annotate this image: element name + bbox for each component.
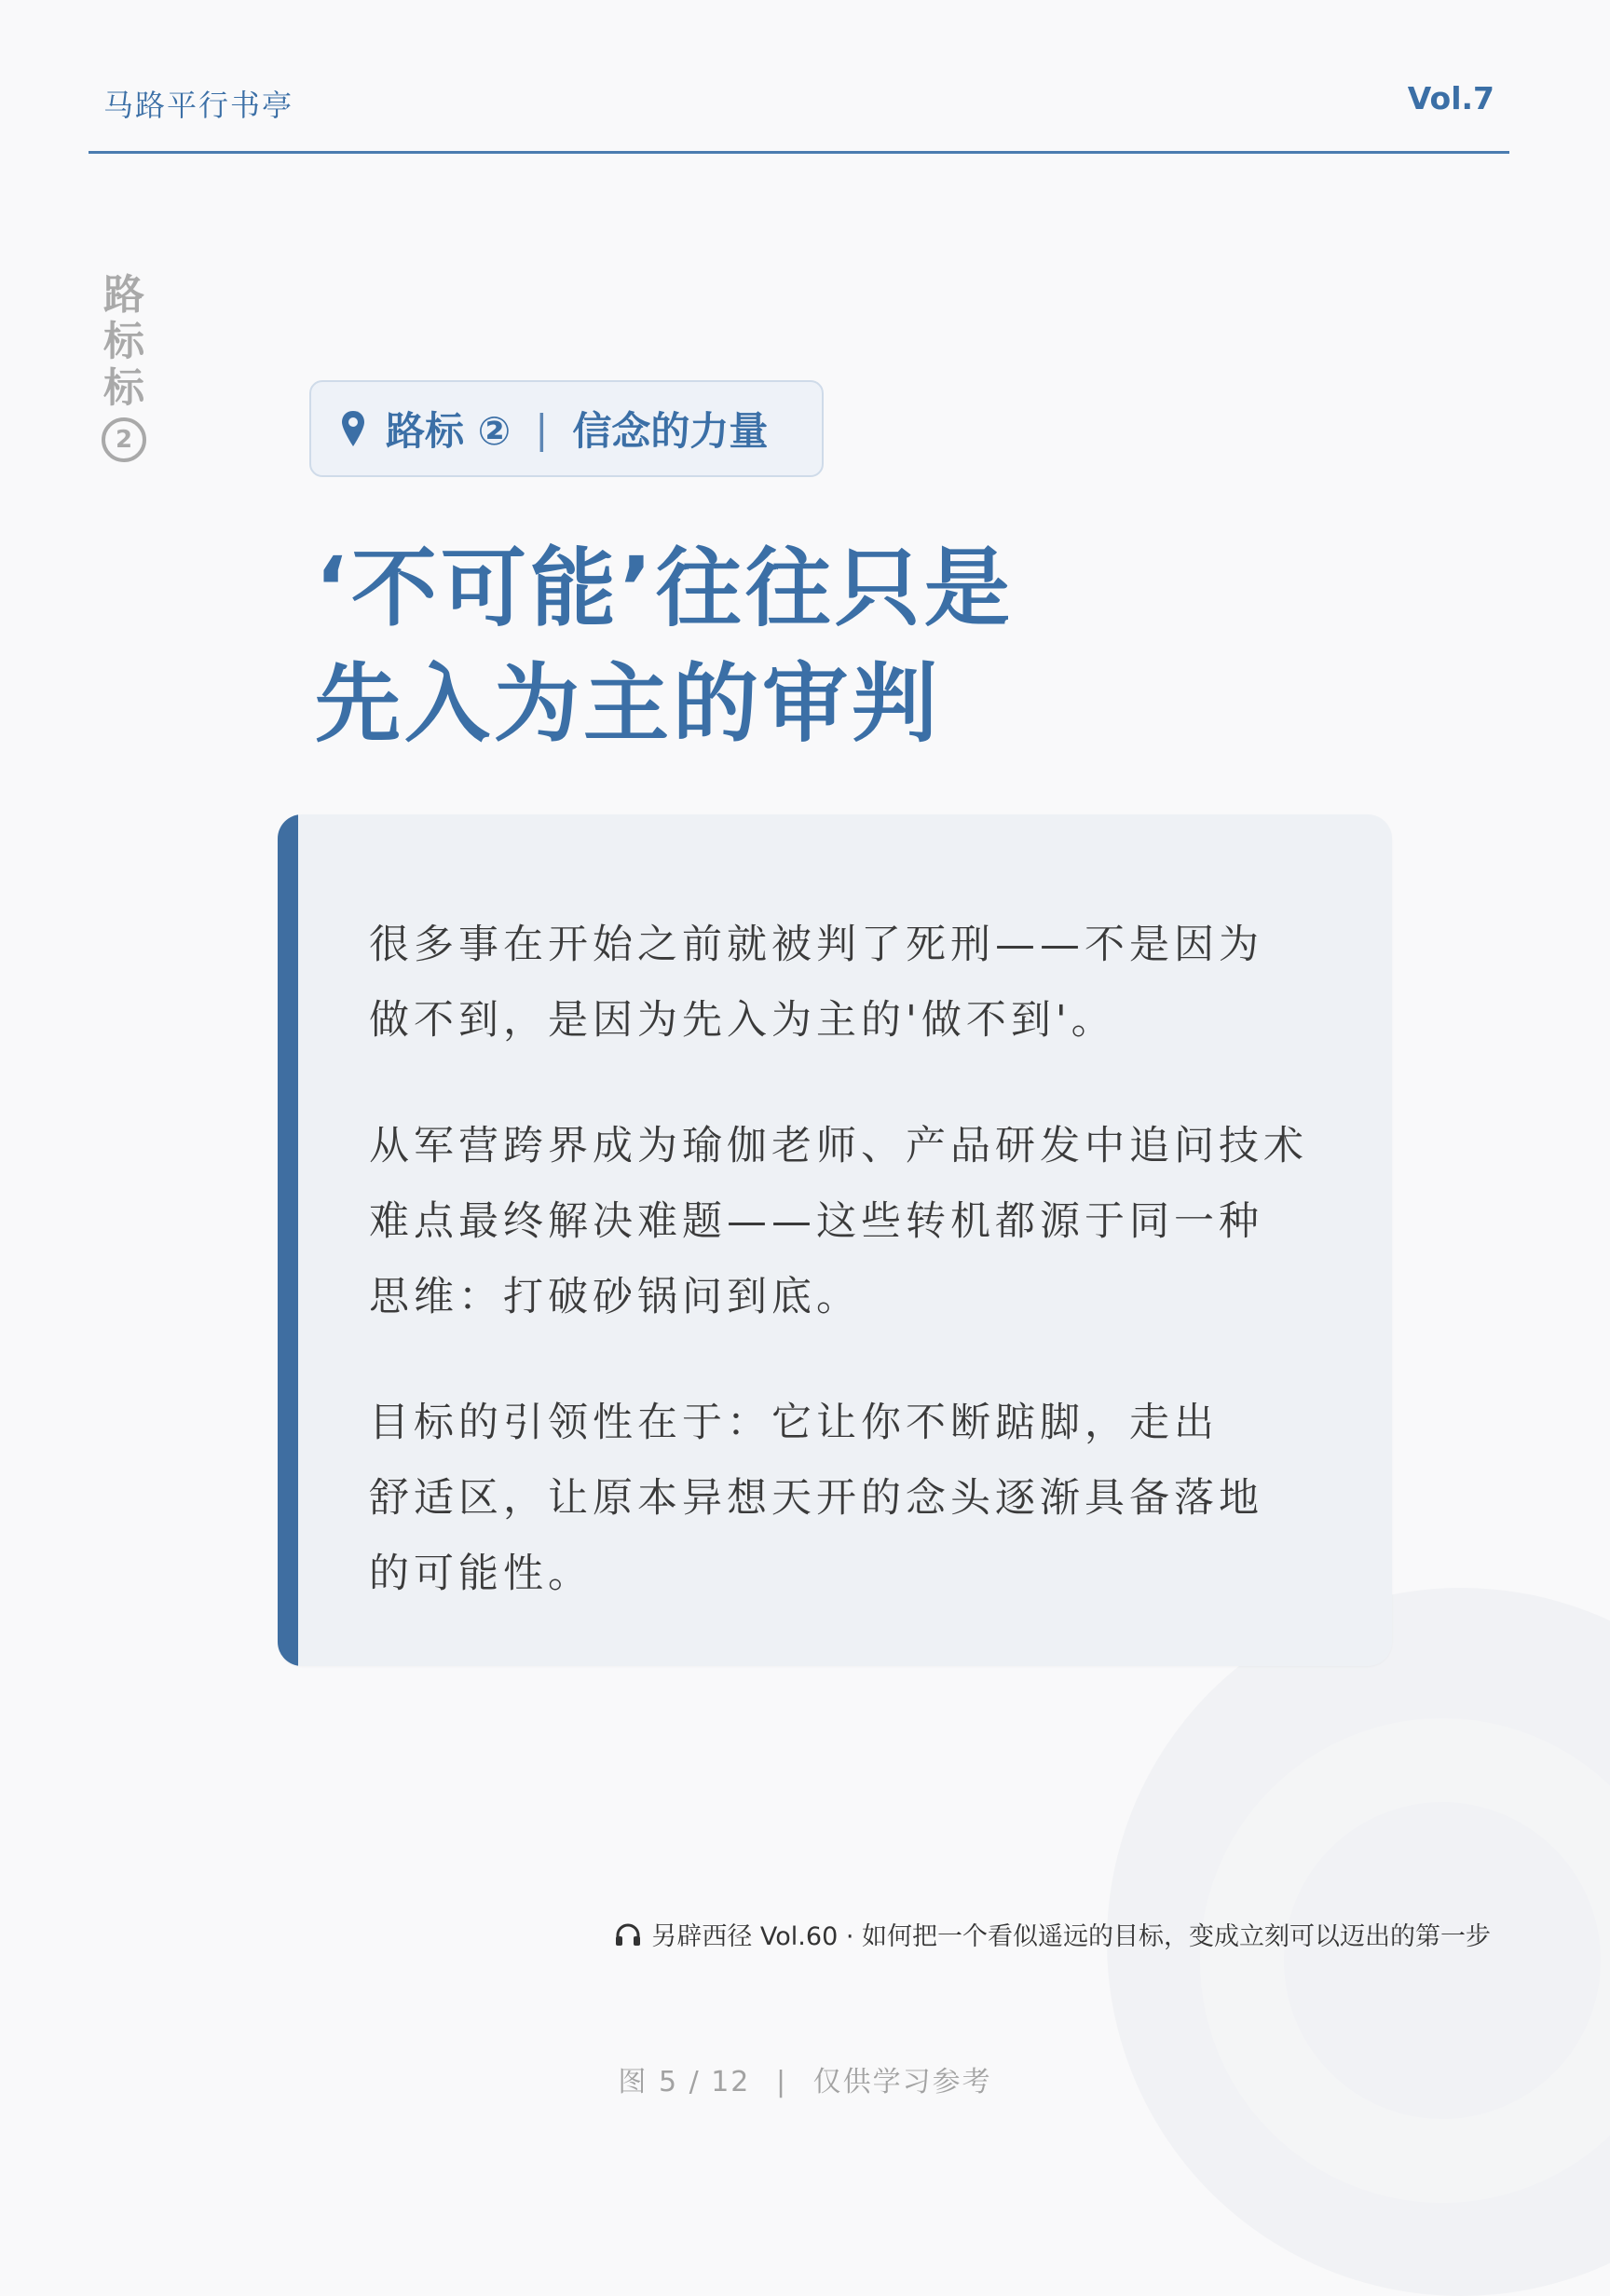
brand-name: 马路平行书亭 xyxy=(103,88,294,123)
card-body xyxy=(369,908,1319,1662)
paragraph-line: 舒适区，让原本异想天开的念头逐渐具备落地 xyxy=(369,1475,1263,1522)
page-footer xyxy=(0,2058,1610,2099)
top-bar xyxy=(89,67,1509,154)
tag-label: 路标 ② xyxy=(386,408,512,454)
paragraph-line: 从军营跨界成为瑜伽老师、产品研发中追问技术 xyxy=(369,1123,1308,1169)
tag-separator: | xyxy=(535,405,549,452)
page-title xyxy=(315,531,1247,762)
map-pin-icon xyxy=(339,409,367,448)
paragraph xyxy=(369,908,1319,1059)
paragraph-line: 的可能性。 xyxy=(369,1551,593,1597)
side-number-circle: 2 xyxy=(102,417,146,462)
paragraph xyxy=(369,1109,1319,1335)
card-accent-bar xyxy=(278,814,298,1666)
source-credit xyxy=(614,1916,1491,1952)
footer-separator: | xyxy=(775,2066,788,2098)
paragraph-line: 目标的引领性在于：它让你不断踮脚，走出 xyxy=(369,1400,1219,1446)
side-char: 标 xyxy=(103,318,144,365)
tag-topic: 信念的力量 xyxy=(572,408,769,454)
volume-label: Vol.7 xyxy=(1407,80,1494,116)
title-line-2: 先入为主的审判 xyxy=(315,654,942,754)
headphones-icon xyxy=(614,1921,642,1948)
quote-card xyxy=(278,814,1392,1666)
source-text: 另辟西径 Vol.60 · 如何把一个看似遥远的目标，变成立刻可以迈出的第一步 xyxy=(651,1922,1491,1951)
paragraph-line: 做不到，是因为先入为主的'做不到'。 xyxy=(369,997,1116,1044)
title-line-1: ‘不可能’往往只是 xyxy=(315,539,1014,638)
paragraph-line: 难点最终解决难题——这些转机都源于同一种 xyxy=(369,1198,1263,1245)
paragraph xyxy=(369,1386,1319,1612)
side-char: 标 xyxy=(103,364,144,412)
paragraph-line: 思维：打破砂锅问到底。 xyxy=(369,1274,861,1320)
side-vertical-label xyxy=(101,272,147,462)
page-indicator: 图 5 / 12 xyxy=(618,2066,751,2098)
section-tag xyxy=(309,380,824,477)
paragraph-line: 很多事在开始之前就被判了死刑——不是因为 xyxy=(369,922,1263,968)
footer-note: 仅供学习参考 xyxy=(812,2066,992,2098)
side-char: 路 xyxy=(103,271,144,319)
